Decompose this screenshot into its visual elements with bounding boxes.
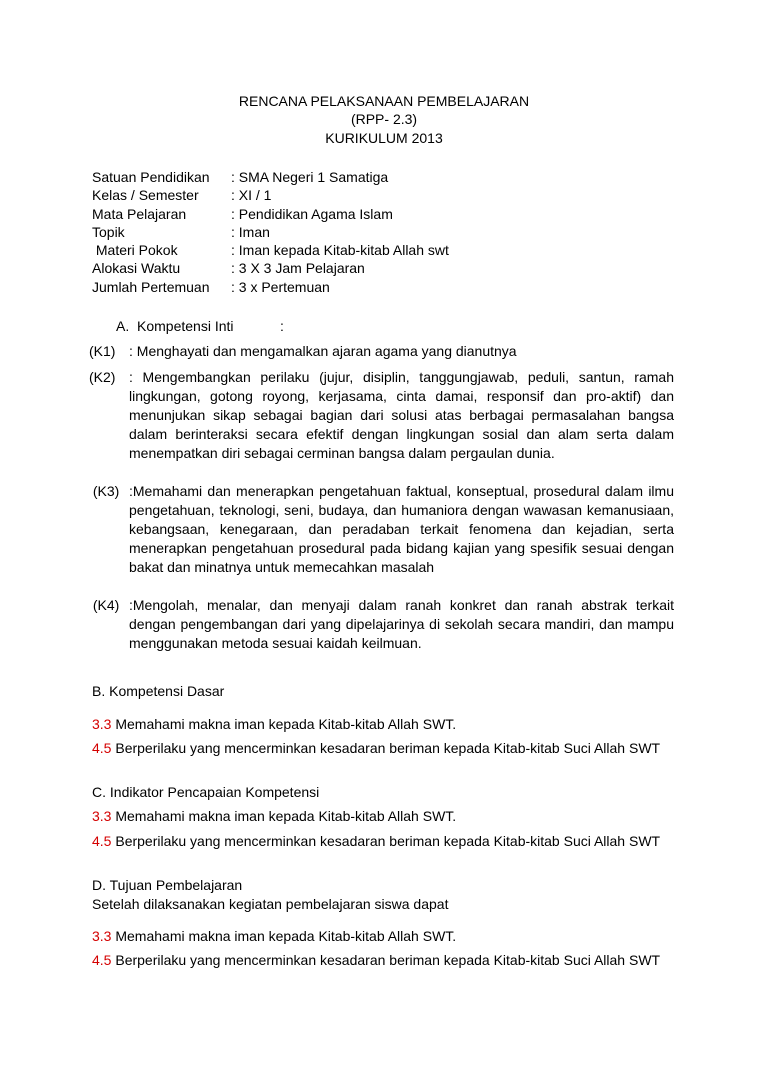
section-a-heading — [116, 317, 284, 335]
identity-value: : 3 X 3 Jam Pelajaran — [231, 260, 365, 277]
identity-label: Mata Pelajaran — [92, 205, 187, 222]
objective-item-text: Berperilaku yang mencerminkan kesadaran beriman kepada Kitab-kitab Suci Allah SWT — [111, 952, 661, 968]
section-d-title: D. Tujuan Pembelajaran — [92, 877, 243, 893]
objective-item — [92, 927, 662, 946]
competency-text: :Memahami dan menerapkan pengetahuan faktual, konseptual, prosedural dalam ilmu pengetahuan, teknologi, seni, budaya, dan humaniora dengan wawasan kemanusiaan, kebangsaan, kenegaraan, dan peradaban terkait fenomena dan kejadian, serta menerapkan pengetahuan prosedural pada bidang kajian yang spesifik sesuai dengan bakat dan minatnya untuk memecahkan masalah — [129, 483, 674, 575]
indicator-item — [92, 832, 662, 851]
competency-number: 3.3 — [92, 716, 112, 732]
document-code: (RPP- 2.3) — [350, 111, 418, 127]
competency-number: 4.5 — [92, 740, 112, 756]
indicator-number: 3.3 — [92, 808, 112, 824]
section-b-title: B. Kompetensi Dasar — [92, 683, 225, 699]
objective-item — [92, 951, 662, 970]
identity-label: Topik — [92, 223, 125, 240]
competency-item — [92, 739, 662, 758]
section-d-intro: Setelah dilaksanakan kegiatan pembelajaran siswa dapat — [92, 896, 449, 912]
competency-text: :Mengolah, menalar, dan menyaji dalam ranah konkret dan ranah abstrak terkait dengan pengembangan dari yang dipelajarinya di sekolah secara mandiri, dan mampu menggunakan metoda sesuai kaidah keilmuan. — [129, 597, 674, 651]
objective-item-text: Memahami makna iman kepada Kitab-kitab Allah SWT. — [111, 928, 457, 944]
competency-text: : Menghayati dan mengamalkan ajaran agama yang dianutnya — [129, 343, 517, 359]
competency-code: (K2) — [89, 369, 116, 385]
competency-item-text: Berperilaku yang mencerminkan kesadaran beriman kepada Kitab-kitab Suci Allah SWT — [111, 740, 661, 756]
indicator-number: 4.5 — [92, 833, 112, 849]
core-competency-k4 — [89, 596, 674, 653]
objective-number: 4.5 — [92, 952, 112, 968]
identity-value: : Iman — [231, 223, 270, 240]
indicator-item-text: Memahami makna iman kepada Kitab-kitab Allah SWT. — [111, 808, 457, 824]
identity-label: Kelas / Semester — [92, 187, 199, 204]
competency-text: : Mengembangkan perilaku (jujur, disiplin, tanggungjawab, peduli, santun, ramah lingkungan, gotong royong, kerjasama, cinta damai, responsif dan pro-aktif) dan menunjukan sikap sebagai bagian dari solusi atas berbagai permasalahan bangsa dalam berinteraksi secara efektif dengan lingkungan sosial dan alam serta dalam menempatkan diri sebagai cerminan bangsa dalam pergaulan dunia. — [129, 369, 674, 461]
objective-number: 3.3 — [92, 928, 112, 944]
identity-label: Jumlah Pertemuan — [92, 278, 210, 295]
section-a-colon: : — [280, 318, 284, 334]
identity-label: Satuan Pendidikan — [92, 169, 210, 185]
core-competency-k3 — [89, 482, 674, 577]
competency-code: (K4) — [89, 597, 120, 613]
competency-code: (K1) — [89, 343, 116, 359]
core-competency-k1 — [89, 342, 674, 361]
indicator-item — [92, 807, 662, 826]
indicator-item-text: Berperilaku yang mencerminkan kesadaran beriman kepada Kitab-kitab Suci Allah SWT — [111, 833, 661, 849]
competency-item — [92, 715, 662, 734]
competency-item-text: Memahami makna iman kepada Kitab-kitab Allah SWT. — [111, 716, 457, 732]
identity-value: : Pendidikan Agama Islam — [231, 205, 393, 222]
competency-code: (K3) — [89, 483, 120, 499]
identity-value: : SMA Negeri 1 Samatiga — [231, 169, 389, 185]
section-a-title: A. Kompetensi Inti — [116, 318, 234, 334]
section-c-title: C. Indikator Pencapaian Kompetensi — [92, 784, 320, 800]
document-title: RENCANA PELAKSANAAN PEMBELAJARAN — [238, 93, 530, 109]
identity-value: : 3 x Pertemuan — [231, 278, 330, 295]
identity-label: Materi Pokok — [92, 242, 178, 259]
document-curriculum: KURIKULUM 2013 — [325, 130, 443, 146]
identity-value: : Iman kepada Kitab-kitab Allah swt — [231, 242, 449, 259]
identity-value: : XI / 1 — [231, 187, 272, 204]
core-competency-k2 — [89, 368, 674, 463]
identity-label: Alokasi Waktu — [92, 260, 181, 277]
